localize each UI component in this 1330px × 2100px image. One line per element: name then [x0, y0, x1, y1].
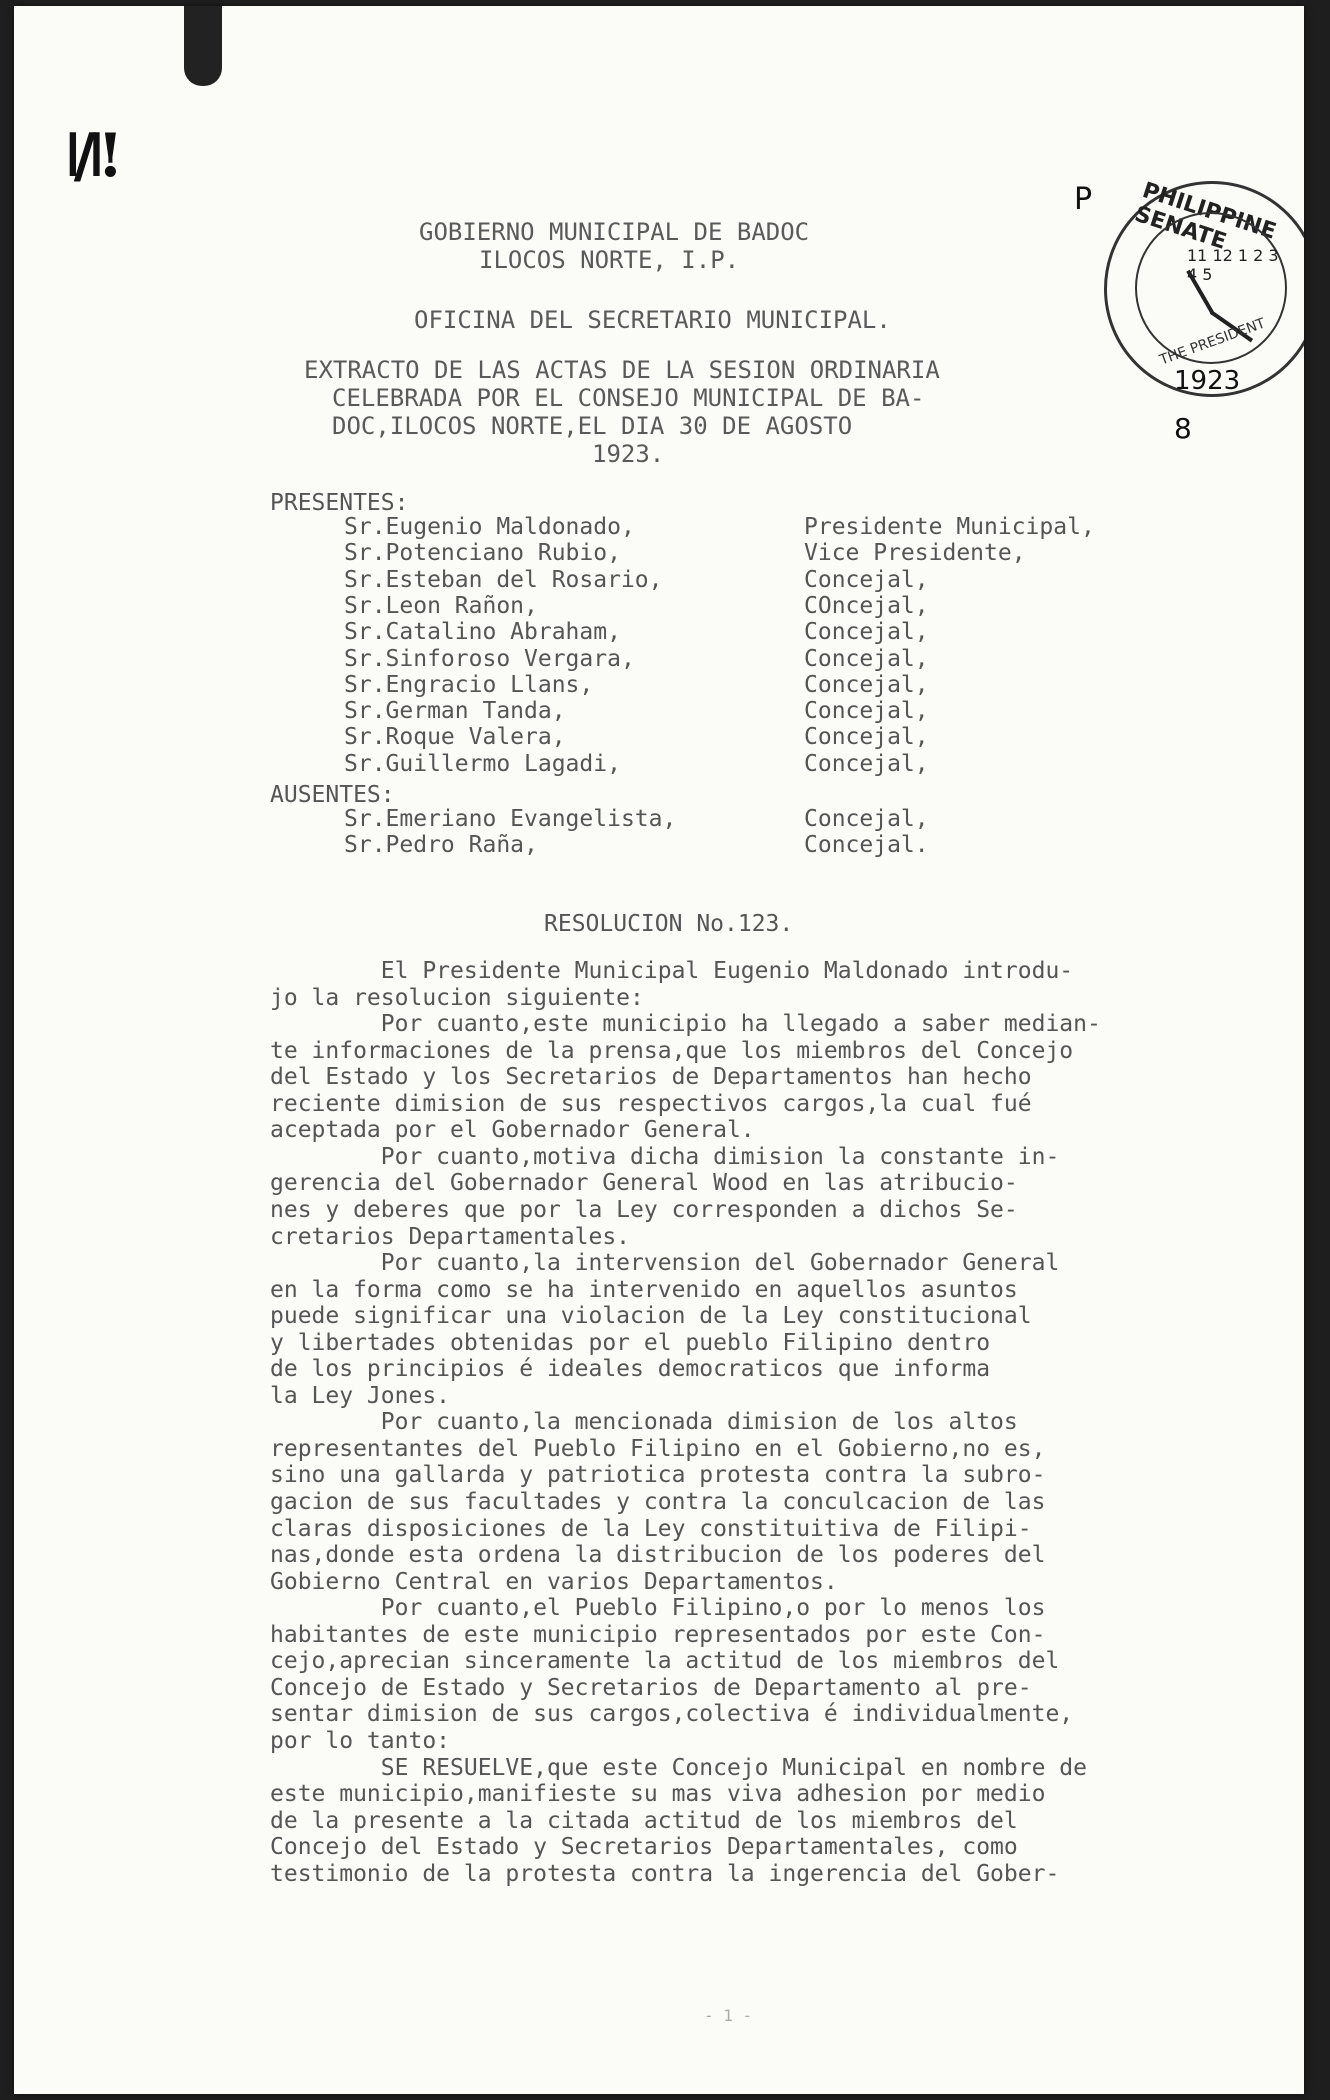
handwritten-margin-mark: ǀ/ǀ!: [64, 121, 116, 191]
resolution-title: RESOLUCION No.123.: [544, 911, 794, 937]
paper-clip: [184, 6, 222, 86]
stamp-number: 8: [1174, 412, 1192, 445]
present-member-name: Sr.German Tanda,: [344, 698, 566, 725]
absent-member-role: Concejal.: [804, 832, 929, 859]
header-office: OFICINA DEL SECRETARIO MUNICIPAL.: [414, 306, 891, 334]
body-line: sino una gallarda y patriotica protesta contra la subro-: [270, 1462, 1046, 1489]
body-line: te informaciones de la prensa,que los miembros del Concejo: [270, 1037, 1074, 1064]
absent-member-name: Sr.Emeriano Evangelista,: [344, 806, 677, 832]
footer-mark: - 1 -: [704, 2006, 753, 2025]
absent-member-role: Concejal,: [804, 806, 929, 832]
body-line: de la presente a la citada actitud de los miembros del: [270, 1807, 1018, 1834]
body-line: Gobierno Central en varios Departamentos.: [270, 1568, 838, 1595]
body-line: Por cuanto,este municipio ha llegado a saber median-: [270, 1011, 1101, 1038]
body-line: cretarios Departamentales.: [270, 1223, 631, 1250]
body-line: cejo,aprecian sinceramente la actitud de los miembros del: [270, 1648, 1060, 1675]
body-line: nes y deberes que por la Ley corresponden a dichos Se-: [270, 1196, 1018, 1223]
body-line: SE RESUELVE,que este Concejo Municipal en nombre de: [270, 1754, 1087, 1781]
body-line: nas,donde esta ordena la distribucion de los poderes del: [270, 1542, 1046, 1569]
body-line: Por cuanto,la mencionada dimision de los altos: [270, 1409, 1018, 1436]
body-line: Concejo del Estado y Secretarios Departamentales, como: [270, 1834, 1018, 1861]
absent-label: AUSENTES:: [270, 782, 395, 808]
body-line: Por cuanto,motiva dicha dimision la constante in-: [270, 1143, 1060, 1170]
header-province: ILOCOS NORTE, I.P.: [479, 246, 740, 274]
body-line: en la forma como se ha intervenido en aquellos asuntos: [270, 1276, 1018, 1303]
present-member-name: Sr.Engracio Llans,: [344, 671, 594, 698]
present-member-role: Concejal,: [804, 619, 929, 646]
present-member-name: Sr.Sinforoso Vergara,: [344, 645, 635, 672]
present-member-name: Sr.Esteban del Rosario,: [344, 566, 663, 593]
present-member-role: Concejal,: [804, 566, 929, 593]
header-extract-line4: 1923.: [592, 440, 665, 468]
header-municipality: GOBIERNO MUNICIPAL DE BADOC: [419, 218, 810, 246]
stamp-top-text: PHILIPPINE SENATE: [1131, 178, 1280, 255]
present-member-role: COncejal,: [804, 592, 929, 619]
document-page: [14, 6, 1304, 2094]
present-member-name: Sr.Eugenio Maldonado,: [344, 514, 635, 540]
present-member-name: Sr.Potenciano Rubio,: [344, 540, 621, 567]
present-label: PRESENTES:: [270, 490, 409, 516]
header-extract-line3: DOC,ILOCOS NORTE,EL DIA 30 DE AGOSTO: [332, 412, 853, 440]
stamp-side-text: THE PRESIDENT: [1157, 315, 1268, 369]
present-member-role: Concejal,: [804, 698, 929, 725]
body-line: representantes del Pueblo Filipino en el Gobierno,no es,: [270, 1435, 1046, 1462]
body-line: Concejo de Estado y Secretarios de Departamento al pre-: [270, 1674, 1032, 1701]
body-line: gerencia del Gobernador General Wood en las atribucio-: [270, 1170, 1018, 1197]
present-member-name: Sr.Guillermo Lagadi,: [344, 750, 621, 777]
body-line: habitantes de este municipio representados por este Con-: [270, 1621, 1046, 1648]
body-line: y libertades obtenidas por el pueblo Filipino dentro: [270, 1329, 991, 1356]
present-member-role: Vice Presidente,: [804, 540, 1026, 567]
body-line: claras disposiciones de la Ley constituitiva de Filipi-: [270, 1515, 1032, 1542]
body-line: aceptada por el Gobernador General.: [270, 1117, 755, 1144]
body-line: testimonio de la protesta contra la ingerencia del Gober-: [270, 1860, 1060, 1887]
senate-receipt-stamp: [1104, 178, 1304, 397]
body-line: de los principios é ideales democraticos que informa: [270, 1356, 991, 1383]
body-line: puede significar una violacion de la Ley constitucional: [270, 1303, 1032, 1330]
present-member-name: Sr.Catalino Abraham,: [344, 619, 621, 646]
present-member-role: Concejal,: [804, 750, 929, 777]
body-line: por lo tanto:: [270, 1727, 451, 1754]
body-line: Por cuanto,el Pueblo Filipino,o por lo menos los: [270, 1595, 1046, 1622]
body-line: este municipio,manifieste su mas viva adhesion por medio: [270, 1781, 1046, 1808]
body-line: sentar dimision de sus cargos,colectiva é individualmente,: [270, 1701, 1074, 1728]
absent-member-name: Sr.Pedro Raña,: [344, 832, 538, 859]
present-member-role: Concejal,: [804, 645, 929, 672]
body-line: reciente dimision de sus respectivos cargos,la cual fué: [270, 1090, 1032, 1117]
body-line: gacion de sus facultades y contra la conculcacion de las: [270, 1489, 1046, 1515]
present-member-role: Concejal,: [804, 671, 929, 698]
body-line: jo la resolucion siguiente:: [270, 984, 644, 1011]
body-line: del Estado y los Secretarios de Departamentos han hecho: [270, 1064, 1032, 1091]
body-line: la Ley Jones.: [270, 1382, 451, 1409]
body-line: Por cuanto,la intervension del Gobernador General: [270, 1250, 1060, 1277]
present-member-name: Sr.Roque Valera,: [344, 724, 566, 751]
stamp-letter: P: [1074, 182, 1093, 217]
present-member-role: Concejal,: [804, 724, 929, 751]
present-member-name: Sr.Leon Rañon,: [344, 592, 538, 619]
header-extract-line1: EXTRACTO DE LAS ACTAS DE LA SESION ORDINARIA: [304, 356, 940, 384]
present-member-role: Presidente Municipal,: [804, 514, 1095, 540]
body-line: El Presidente Municipal Eugenio Maldonado introdu-: [270, 958, 1074, 984]
stamp-year: 1923: [1174, 366, 1241, 396]
header-extract-line2: CELEBRADA POR EL CONSEJO MUNICIPAL DE BA-: [332, 384, 925, 412]
stamp-clock-numbers: 11 12 1 2 3 4 5: [1187, 246, 1279, 284]
